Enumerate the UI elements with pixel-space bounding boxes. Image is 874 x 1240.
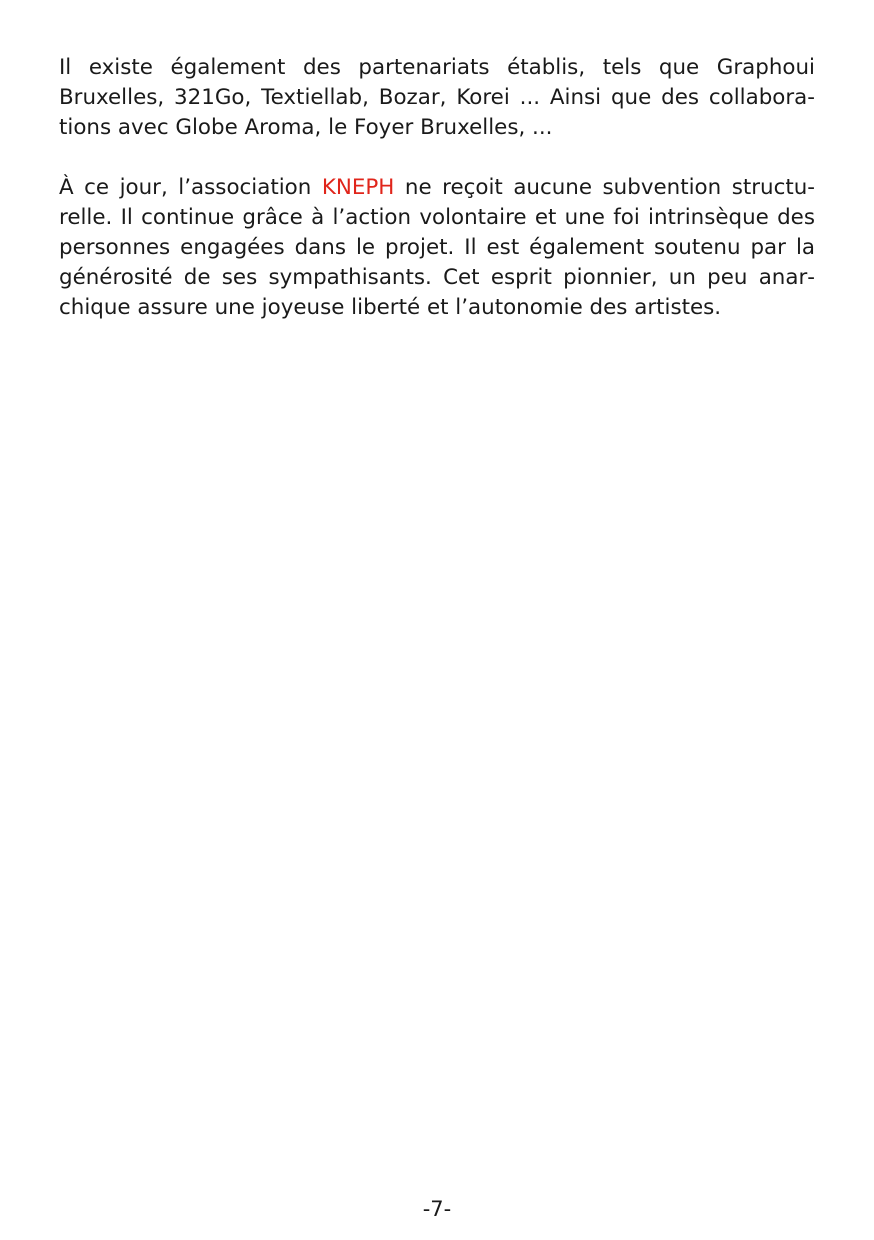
paragraph-funding-intro: À ce jour, l’association	[59, 175, 322, 200]
paragraph-partnerships: Il existe également des partenariats établis, tels que Graphoui Bruxelles, 321Go, Textiellab, Bozar, Korei ... Ainsi que des collaborations avec Globe Aroma, le Foyer Bruxelles, ...	[59, 55, 815, 140]
association-name-highlight: KNEPH	[321, 175, 395, 200]
paragraph-funding-rest: ne reçoit aucune subvention structurelle. Il continue grâce à l’action volontaire et une foi intrinsèque des personnes engagées dans le projet. Il est également soutenu par la générosité de ses sympathisants. Cet esprit pionnier, un peu anarchique assure une joyeuse liberté et l’autonomie des artistes.	[59, 175, 816, 320]
paragraph-funding	[59, 173, 815, 323]
page-body	[59, 53, 815, 323]
page-number: -7-	[422, 1197, 452, 1221]
